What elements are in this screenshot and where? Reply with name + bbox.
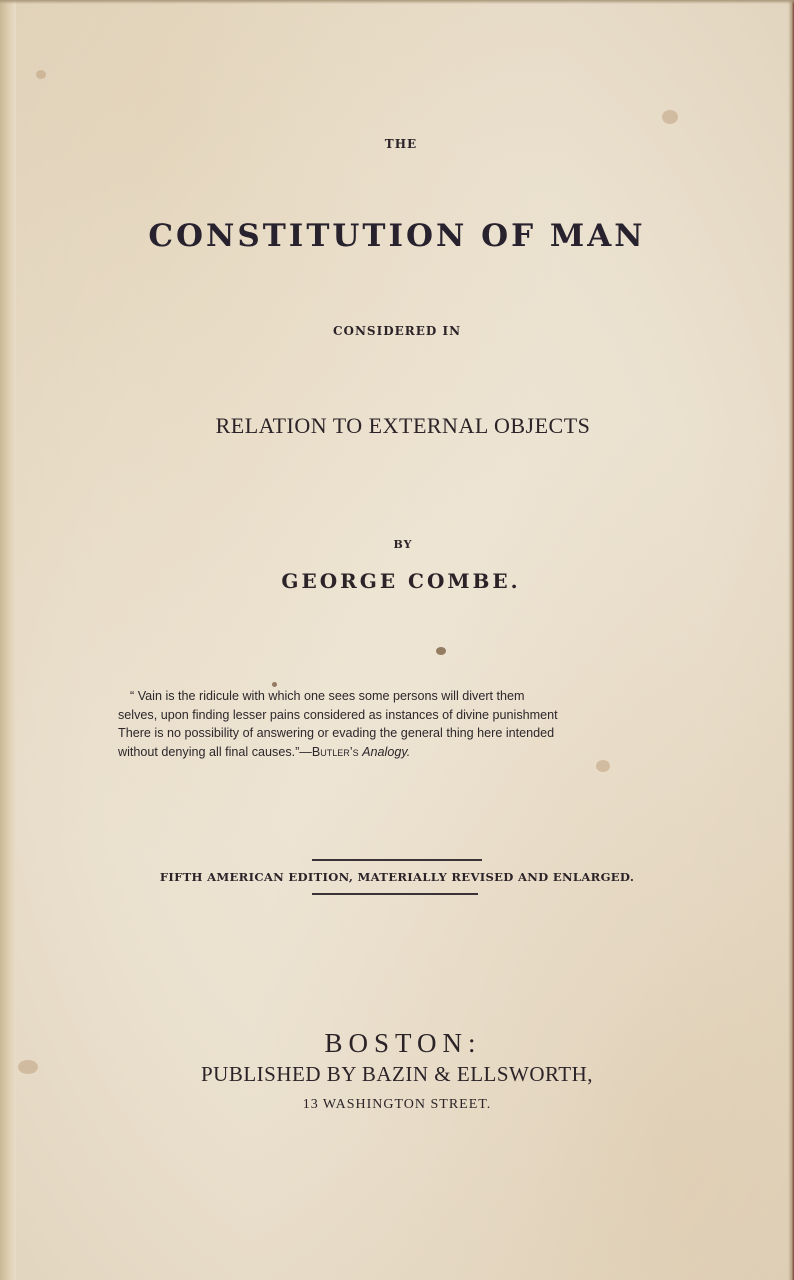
title-article: THE (384, 137, 418, 151)
epigraph-line: “ Vain is the ridicule with which one sees some persons will divert them (130, 689, 525, 703)
edition-rule-bottom (312, 893, 478, 895)
book-subtitle: RELATION TO EXTERNAL OBJECTS (215, 413, 591, 438)
edition-statement: FIFTH AMERICAN EDITION, MATERIALLY REVISED AND ENLARGED. (159, 870, 635, 884)
foxing-spot (36, 70, 46, 79)
page-top-edge (0, 0, 794, 4)
imprint-address: 13 WASHINGTON STREET. (302, 1097, 492, 1112)
book-title: CONSTITUTION OF MAN (148, 218, 646, 254)
epigraph-source-work: Analogy. (362, 744, 411, 759)
epigraph-line-text: without denying all final causes.”— (118, 744, 312, 759)
imprint-publisher: PUBLISHED BY BAZIN & ELLSWORTH, (200, 1062, 594, 1086)
foxing-spot (596, 760, 610, 772)
epigraph-quote (118, 687, 678, 761)
byline-label: BY (393, 538, 413, 551)
title-connector: CONSIDERED IN (332, 324, 462, 338)
binding-edge (0, 0, 16, 1280)
imprint-city: BOSTON: (324, 1028, 482, 1058)
foxing-spot (436, 647, 446, 655)
epigraph-line (118, 743, 678, 762)
page-right-edge (788, 0, 794, 1280)
foxing-spot (662, 110, 678, 124)
author-name: GEORGE COMBE. (281, 569, 521, 593)
edition-rule-top (312, 859, 482, 861)
epigraph-source-author: Butler’s (311, 744, 359, 759)
epigraph-line: selves, upon finding lesser pains considered as instances of divine punishment (118, 707, 558, 722)
epigraph-line: There is no possibility of answering or evading the general thing here intended (118, 726, 555, 740)
